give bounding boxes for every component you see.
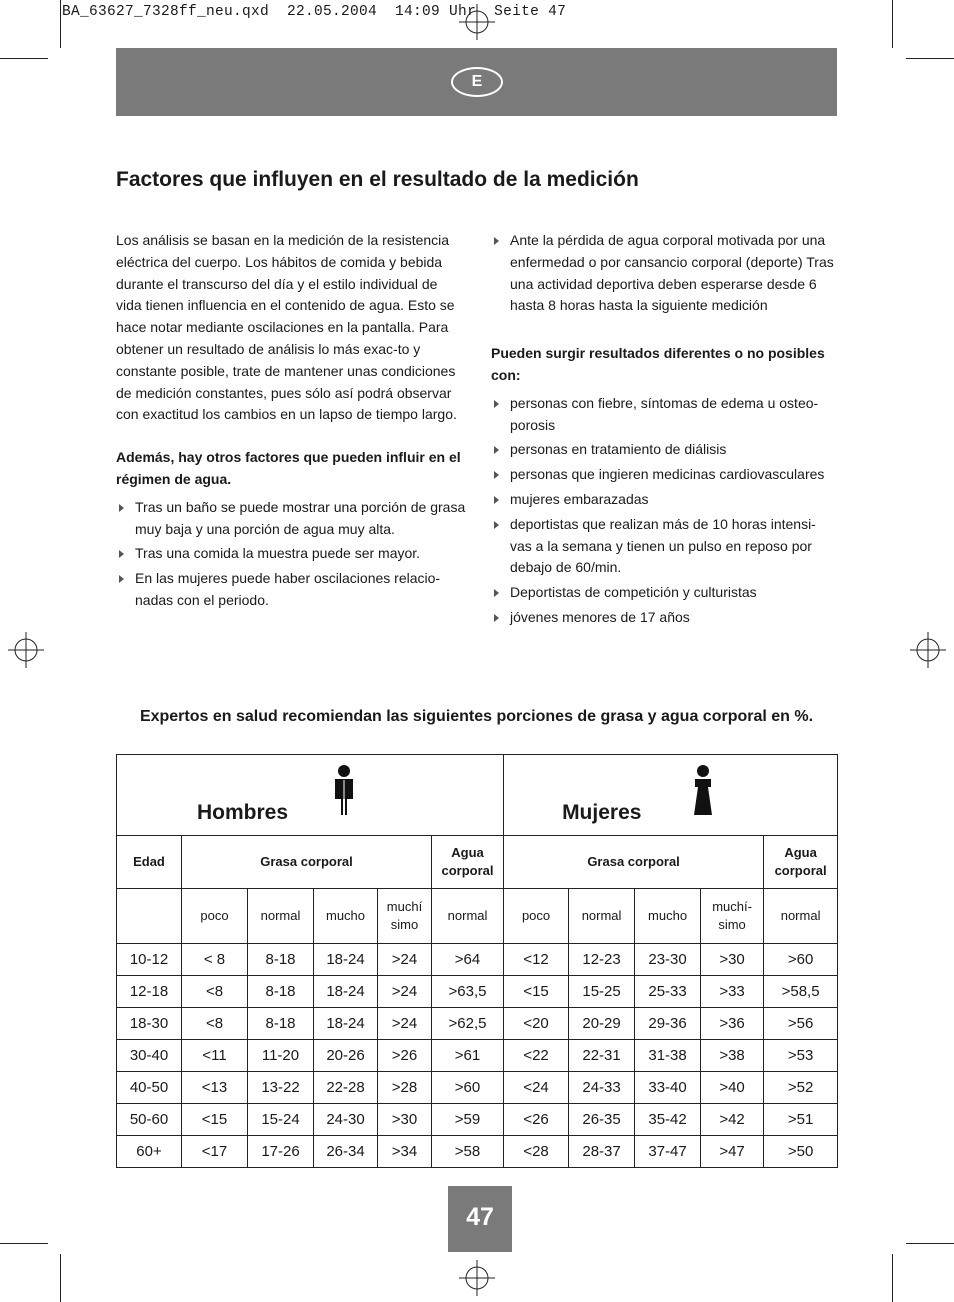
list-item: En las mujeres puede haber oscilaciones relacio-nadas con el periodo. [116, 568, 466, 612]
col-women-water-header: Agua corporal [764, 836, 838, 889]
water-loss-list [491, 230, 837, 317]
list-item: Tras un baño se puede mostrar una porción de grasa muy baja y una porción de agua muy alta. [116, 497, 466, 541]
table-cell: >34 [378, 1136, 432, 1168]
table-cell: >30 [701, 944, 764, 976]
table-cell: >38 [701, 1040, 764, 1072]
age-cell: 18-30 [117, 1008, 182, 1040]
table-cell: 20-29 [569, 1008, 635, 1040]
factors-heading: Además, hay otros factores que pueden influir en el régimen de agua. [116, 449, 461, 487]
bullet-arrow-icon [494, 237, 499, 245]
table-cell: 18-24 [314, 944, 378, 976]
table-cell: >51 [764, 1104, 838, 1136]
table-cell: 20-26 [314, 1040, 378, 1072]
list-item: personas con fiebre, síntomas de edema u osteo-porosis [491, 393, 837, 437]
table-cell: 11-20 [248, 1040, 314, 1072]
bullet-arrow-icon [494, 400, 499, 408]
table-cell: <20 [504, 1008, 569, 1040]
table-cell: 12-23 [569, 944, 635, 976]
age-cell: 40-50 [117, 1072, 182, 1104]
table-cell: 8-18 [248, 1008, 314, 1040]
table-row [117, 976, 838, 1008]
subheader-empty [117, 889, 182, 944]
list-item: Tras una comida la muestra puede ser mayor. [116, 543, 466, 565]
crop-mark [906, 1243, 954, 1244]
subheader-muchisimo: muchí simo [378, 889, 432, 944]
factors-list [116, 497, 466, 612]
table-cell: >64 [432, 944, 504, 976]
subheader-muchisimo: muchí- simo [701, 889, 764, 944]
table-cell: 18-24 [314, 1008, 378, 1040]
table-cell: >24 [378, 944, 432, 976]
header-banner [116, 48, 837, 116]
table-row [117, 1136, 838, 1168]
different-results-heading: Pueden surgir resultados diferentes o no posibles con: [491, 345, 825, 383]
table-heading: Expertos en salud recomiendan las siguientes porciones de grasa y agua corporal en %. [139, 708, 814, 725]
table-cell: >40 [701, 1072, 764, 1104]
col-age-header: Edad [117, 836, 182, 889]
table-body [117, 944, 838, 1168]
women-label: Mujeres [562, 801, 642, 824]
crop-mark [60, 1254, 61, 1302]
crop-mark [60, 0, 61, 48]
table-cell: >56 [764, 1008, 838, 1040]
intro-dark-text: Para obtener un resultado de análisis lo más exac-to y constante posible, trate de mantener unas condiciones de medición constantes, pues sólo así podrá observar con exactitud los cambios en un lapso de tiempo largo. [116, 319, 457, 423]
subheader-mucho: mucho [635, 889, 701, 944]
table-cell: >59 [432, 1104, 504, 1136]
table-cell: 22-28 [314, 1072, 378, 1104]
table-cell: 29-36 [635, 1008, 701, 1040]
table-cell: 37-47 [635, 1136, 701, 1168]
age-cell: 10-12 [117, 944, 182, 976]
table-cell: <24 [504, 1072, 569, 1104]
table-cell: 26-35 [569, 1104, 635, 1136]
bullet-arrow-icon [119, 575, 124, 583]
table-row [117, 1104, 838, 1136]
list-item: jóvenes menores de 17 años [491, 607, 837, 629]
table-cell: 35-42 [635, 1104, 701, 1136]
age-cell: 50-60 [117, 1104, 182, 1136]
male-figure-icon [333, 765, 355, 815]
list-item: personas que ingieren medicinas cardiovasculares [491, 464, 837, 486]
table-cell: 25-33 [635, 976, 701, 1008]
subheader-water-normal: normal [764, 889, 838, 944]
table-cell: >30 [378, 1104, 432, 1136]
table-cell: <26 [504, 1104, 569, 1136]
intro-paragraph [116, 230, 466, 426]
left-column [116, 230, 466, 615]
table-cell: 17-26 [248, 1136, 314, 1168]
table-cell: <11 [182, 1040, 248, 1072]
female-figure-icon [692, 765, 714, 815]
table-cell: 28-37 [569, 1136, 635, 1168]
bullet-arrow-icon [494, 496, 499, 504]
women-header [504, 755, 838, 836]
col-women-fat-header: Grasa corporal [504, 836, 764, 889]
table-cell: >50 [764, 1136, 838, 1168]
page-title: Factores que influyen en el resultado de la medición [116, 168, 639, 191]
table-cell: <22 [504, 1040, 569, 1072]
subheader-normal: normal [569, 889, 635, 944]
subheader-mucho: mucho [314, 889, 378, 944]
language-badge: E [451, 67, 503, 97]
bullet-arrow-icon [494, 521, 499, 529]
print-slug: BA_63627_7328ff_neu.qxd 22.05.2004 14:09 Uhr Seite 47 [62, 4, 567, 20]
subheader-poco: poco [182, 889, 248, 944]
bullet-arrow-icon [494, 614, 499, 622]
table-cell: >60 [764, 944, 838, 976]
table-cell: < 8 [182, 944, 248, 976]
list-item: Deportistas de competición y culturistas [491, 582, 837, 604]
table-cell: 18-24 [314, 976, 378, 1008]
bullet-arrow-icon [119, 504, 124, 512]
registration-mark-icon [910, 632, 946, 668]
table-cell: 24-30 [314, 1104, 378, 1136]
table-cell: <12 [504, 944, 569, 976]
table-cell: 23-30 [635, 944, 701, 976]
table-cell: 33-40 [635, 1072, 701, 1104]
age-cell: 60+ [117, 1136, 182, 1168]
list-item: Ante la pérdida de agua corporal motivada por una enfermedad o por cansancio corporal (deporte) Tras una actividad deportiva deben esperarse desde 6 hasta 8 horas hasta la siguiente medición [491, 230, 837, 317]
subheader-water-normal: normal [432, 889, 504, 944]
registration-mark-icon [8, 632, 44, 668]
table-cell: >42 [701, 1104, 764, 1136]
table-cell: >24 [378, 1008, 432, 1040]
table-cell: 15-25 [569, 976, 635, 1008]
bullet-arrow-icon [494, 589, 499, 597]
bullet-arrow-icon [494, 446, 499, 454]
list-item: deportistas que realizan más de 10 horas intensi-vas a la semana y tienen un pulso en reposo por debajo de 60/min. [491, 514, 837, 579]
men-label: Hombres [197, 801, 289, 824]
table-cell: >28 [378, 1072, 432, 1104]
table-row [117, 1072, 838, 1104]
table-cell: 8-18 [248, 976, 314, 1008]
cases-list [491, 393, 837, 629]
registration-mark-icon [459, 4, 495, 40]
men-header [117, 755, 504, 836]
list-item: mujeres embarazadas [491, 489, 837, 511]
table-cell: <8 [182, 976, 248, 1008]
table-row [117, 944, 838, 976]
table-cell: >24 [378, 976, 432, 1008]
registration-mark-icon [459, 1260, 495, 1296]
table-cell: >58 [432, 1136, 504, 1168]
age-cell: 12-18 [117, 976, 182, 1008]
col-men-fat-header: Grasa corporal [182, 836, 432, 889]
table-cell: 22-31 [569, 1040, 635, 1072]
table-cell: <17 [182, 1136, 248, 1168]
crop-mark [892, 0, 893, 48]
table-cell: 31-38 [635, 1040, 701, 1072]
table-cell: 15-24 [248, 1104, 314, 1136]
crop-mark [892, 1254, 893, 1302]
table-cell: <15 [504, 976, 569, 1008]
list-item: personas en tratamiento de diálisis [491, 439, 837, 461]
age-cell: 30-40 [117, 1040, 182, 1072]
table-row [117, 1040, 838, 1072]
table-cell: >33 [701, 976, 764, 1008]
body-composition-table [116, 754, 837, 1168]
crop-mark [0, 58, 48, 59]
table-row [117, 1008, 838, 1040]
subheader-poco: poco [504, 889, 569, 944]
table-cell: >36 [701, 1008, 764, 1040]
bullet-arrow-icon [494, 471, 499, 479]
table-cell: >52 [764, 1072, 838, 1104]
table-cell: >47 [701, 1136, 764, 1168]
col-men-water-header: Agua corporal [432, 836, 504, 889]
page-number: 47 [448, 1186, 512, 1252]
crop-mark [906, 58, 954, 59]
table-cell: >58,5 [764, 976, 838, 1008]
right-column [491, 230, 837, 632]
table-cell: >53 [764, 1040, 838, 1072]
table-cell: 26-34 [314, 1136, 378, 1168]
table-cell: <13 [182, 1072, 248, 1104]
table-cell: 8-18 [248, 944, 314, 976]
table-cell: <28 [504, 1136, 569, 1168]
table-cell: <15 [182, 1104, 248, 1136]
table-cell: <8 [182, 1008, 248, 1040]
crop-mark [0, 1243, 48, 1244]
table-cell: >63,5 [432, 976, 504, 1008]
table-cell: 13-22 [248, 1072, 314, 1104]
table-cell: 24-33 [569, 1072, 635, 1104]
table-cell: >60 [432, 1072, 504, 1104]
table-cell: >61 [432, 1040, 504, 1072]
intro-light-text: Los análisis se basan en la medición de la resistencia eléctrica del cuerpo. Los hábitos de comida y bebida durante el transcurso del día y el estilo individual de vida tienen influencia en el contenido de agua. Esto se hace notar mediante oscilaciones en la pantalla. [116, 232, 455, 336]
table-cell: >26 [378, 1040, 432, 1072]
subheader-normal: normal [248, 889, 314, 944]
table-cell: >62,5 [432, 1008, 504, 1040]
bullet-arrow-icon [119, 550, 124, 558]
